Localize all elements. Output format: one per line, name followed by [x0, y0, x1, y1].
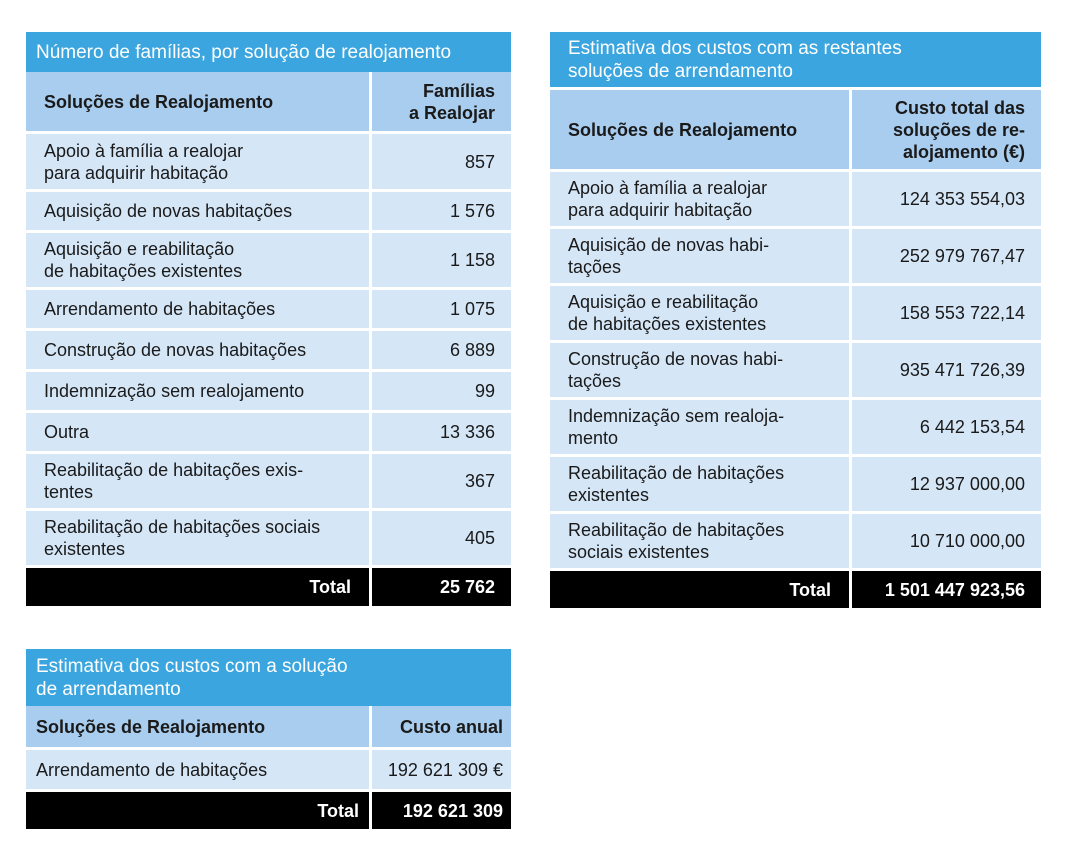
costs-other-table-title	[550, 32, 1041, 87]
total-value: 25 762	[439, 577, 495, 597]
row-value: 857	[464, 151, 495, 172]
row-label: Aquisição de novas habitações	[26, 192, 372, 230]
costs-other-table-header	[550, 87, 1041, 169]
rental-table-header	[26, 706, 511, 747]
row-label: Indemnização sem realoja- mento	[550, 400, 852, 454]
column-header-families: Famílias a Realojar	[408, 80, 495, 123]
row-label: Reabilitação de habitações sociais existentes	[550, 514, 852, 568]
table-row	[26, 189, 511, 230]
total-row	[550, 568, 1041, 608]
total-value: 192 621 309	[402, 800, 503, 821]
row-value: 158 553 722,14	[899, 303, 1025, 323]
families-table-title	[26, 32, 511, 72]
families-table	[26, 32, 511, 606]
row-value: 1 576	[449, 201, 495, 221]
row-label: Construção de novas habi- tações	[550, 343, 852, 397]
row-label: Arrendamento de habitações	[26, 290, 372, 328]
row-value: 1 158	[449, 250, 495, 270]
total-label: Total	[26, 792, 372, 829]
rental-table-title-text: Estimativa dos custos com a solução de arrendamento	[36, 655, 348, 700]
column-header-solutions: Soluções de Realojamento	[26, 72, 372, 131]
row-label: Arrendamento de habitações	[26, 750, 372, 789]
rental-cost-table	[26, 649, 511, 829]
row-label: Reabilitação de habitações exis- tentes	[26, 454, 372, 508]
row-value: 10 710 000,00	[909, 531, 1025, 551]
row-value: 6 889	[449, 340, 495, 360]
table-row	[26, 230, 511, 287]
table-row	[26, 747, 511, 789]
row-value: 367	[464, 471, 495, 491]
row-label: Aquisição de novas habi- tações	[550, 229, 852, 283]
row-label: Construção de novas habitações	[26, 331, 372, 369]
table-row	[26, 287, 511, 328]
row-label: Reabilitação de habitações sociais existentes	[26, 511, 372, 565]
rental-table-title	[26, 649, 511, 706]
table-row	[26, 369, 511, 410]
table-row	[26, 451, 511, 508]
table-row	[550, 454, 1041, 511]
table-row	[550, 340, 1041, 397]
table-row	[550, 283, 1041, 340]
row-value: 192 621 309 €	[387, 759, 503, 780]
table-row	[26, 328, 511, 369]
total-value: 1 501 447 923,56	[884, 579, 1025, 600]
row-value: 13 336	[439, 422, 495, 442]
total-label: Total	[550, 571, 852, 608]
table-row	[550, 169, 1041, 226]
column-header-solutions: Soluções de Realojamento	[550, 90, 852, 169]
row-label: Aquisição e reabilitação de habitações existentes	[26, 233, 372, 287]
total-row	[26, 789, 511, 829]
column-header-solutions: Soluções de Realojamento	[26, 706, 372, 747]
row-value: 6 442 153,54	[919, 417, 1025, 437]
row-value: 405	[464, 528, 495, 548]
row-value: 1 075	[449, 299, 495, 319]
row-label: Indemnização sem realojamento	[26, 372, 372, 410]
costs-other-solutions-table	[550, 32, 1041, 608]
total-label: Total	[26, 568, 372, 606]
row-label: Apoio à família a realojar para adquirir habitação	[550, 172, 852, 226]
row-label: Reabilitação de habitações existentes	[550, 457, 852, 511]
families-table-title-text: Número de famílias, por solução de realojamento	[36, 41, 452, 63]
table-row	[550, 397, 1041, 454]
row-value: 252 979 767,47	[899, 246, 1025, 266]
families-table-header	[26, 72, 511, 131]
table-row	[26, 410, 511, 451]
total-row	[26, 565, 511, 606]
row-value: 935 471 726,39	[899, 360, 1025, 380]
row-value: 12 937 000,00	[909, 474, 1025, 494]
table-row	[550, 226, 1041, 283]
table-row	[550, 511, 1041, 568]
row-label: Apoio à família a realojar para adquirir habitação	[26, 134, 372, 189]
row-label: Outra	[26, 413, 372, 451]
column-header-total-cost: Custo total das soluções de re- alojamento (€)	[892, 97, 1025, 162]
costs-other-table-title-text: Estimativa dos custos com as restantes soluções de arrendamento	[568, 37, 902, 82]
table-row	[26, 508, 511, 565]
row-value: 99	[474, 381, 495, 401]
row-label: Aquisição e reabilitação de habitações existentes	[550, 286, 852, 340]
row-value: 124 353 554,03	[899, 189, 1025, 209]
table-row	[26, 131, 511, 189]
column-header-annual-cost: Custo anual	[399, 716, 503, 737]
